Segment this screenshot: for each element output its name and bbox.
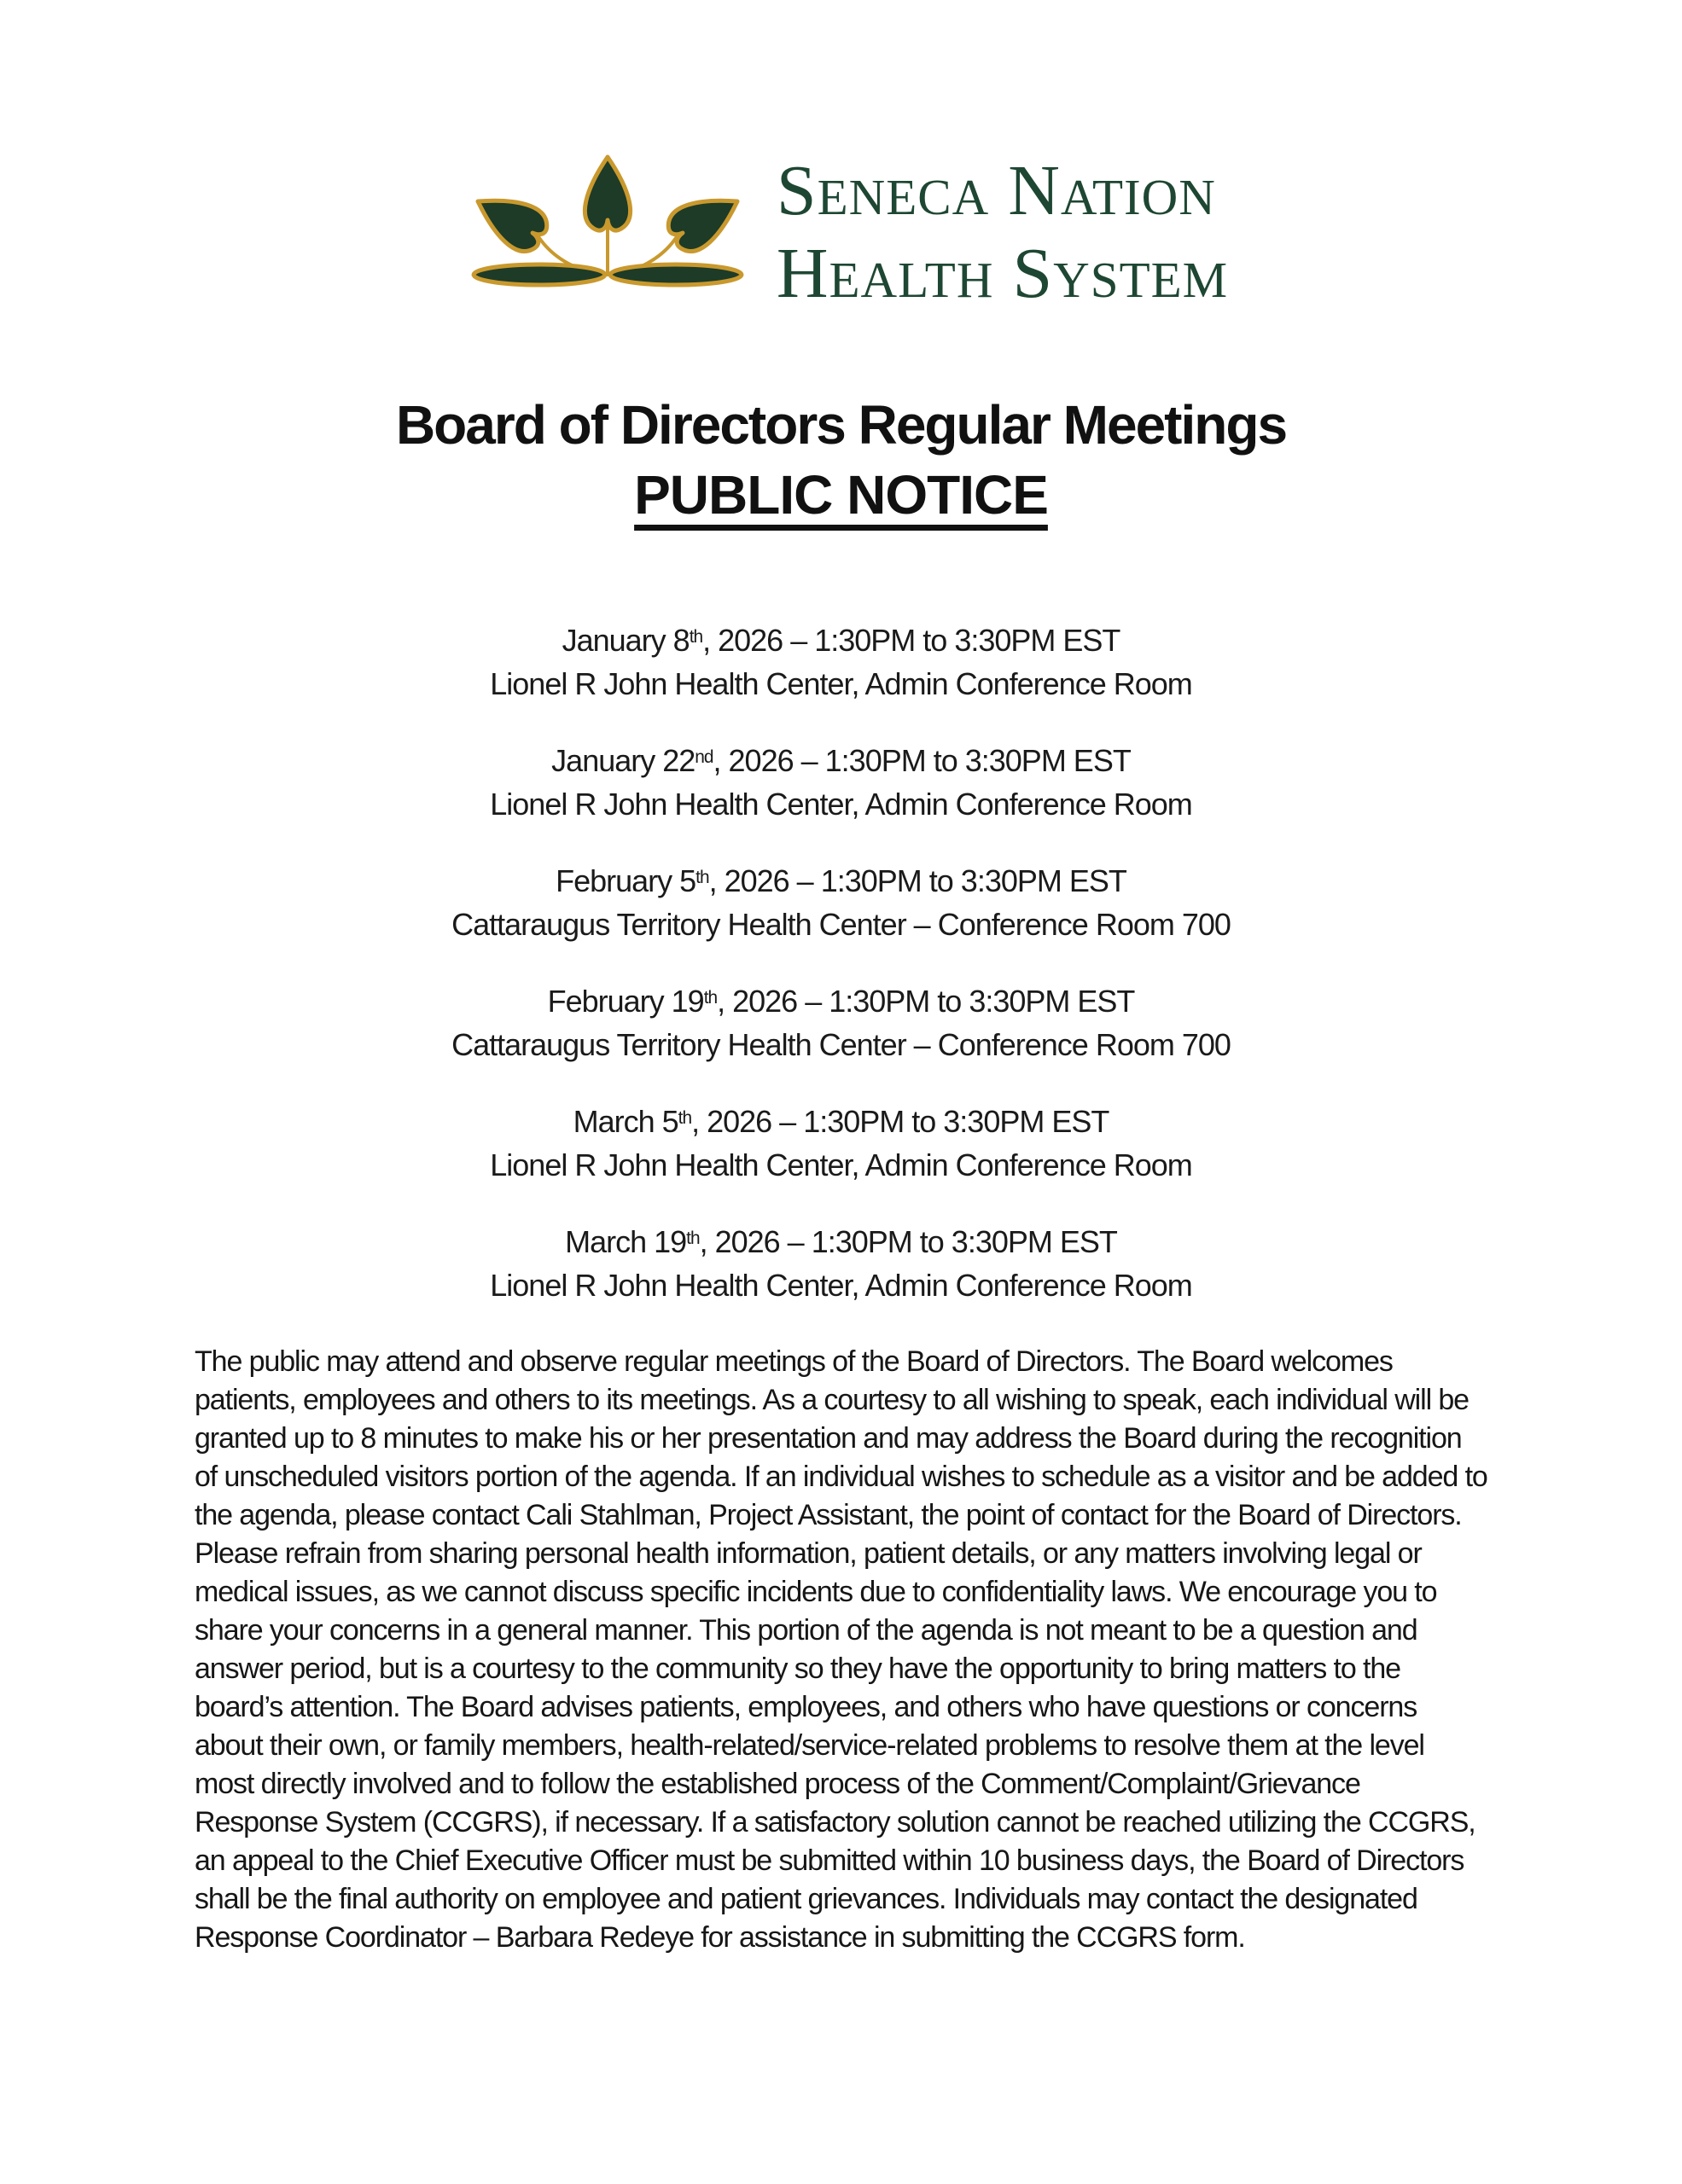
ordinal-suffix: th [678, 1107, 692, 1128]
meeting-time-text: , 2026 – 1:30PM to 3:30PM EST [708, 863, 1126, 898]
meeting-location: Lionel R John Health Center, Admin Conference Room [490, 1268, 1192, 1303]
ordinal-suffix: th [689, 626, 703, 647]
meeting-date-text: January 8 [562, 623, 690, 658]
meeting-entry [195, 741, 1487, 823]
logo-org-line2: Health System [776, 234, 1229, 313]
ordinal-suffix: nd [695, 746, 713, 767]
page-subtitle [195, 461, 1487, 529]
public-notice-label: PUBLIC NOTICE [634, 464, 1048, 526]
meeting-location: Lionel R John Health Center, Admin Conference Room [490, 666, 1192, 701]
meeting-location: Cattaraugus Territory Health Center – Conference Room 700 [451, 1027, 1231, 1062]
ordinal-suffix: th [686, 1228, 700, 1248]
meeting-date-text: March 19 [565, 1224, 687, 1259]
meeting-date [195, 621, 1487, 665]
meeting-date [195, 1223, 1487, 1266]
meeting-date-text: March 5 [573, 1104, 678, 1139]
logo [195, 147, 1487, 317]
meeting-entry [195, 621, 1487, 703]
meeting-location: Cattaraugus Territory Health Center – Conference Room 700 [451, 907, 1231, 942]
meeting-entry [195, 1102, 1487, 1184]
page-title: Board of Directors Regular Meetings [395, 394, 1287, 456]
logo-org-line1: Seneca Nation [776, 151, 1216, 230]
meeting-time-text: , 2026 – 1:30PM to 3:30PM EST [691, 1104, 1109, 1139]
meeting-entry [195, 862, 1487, 944]
meeting-location: Lionel R John Health Center, Admin Conference Room [490, 787, 1192, 822]
meeting-entry [195, 1223, 1487, 1304]
meeting-entry [195, 982, 1487, 1064]
meeting-date-text: January 22 [551, 743, 695, 778]
meeting-time-text: , 2026 – 1:30PM to 3:30PM EST [713, 743, 1131, 778]
meeting-time-text: , 2026 – 1:30PM to 3:30PM EST [699, 1224, 1117, 1259]
meeting-time-text: , 2026 – 1:30PM to 3:30PM EST [702, 623, 1120, 658]
meeting-time-text: , 2026 – 1:30PM to 3:30PM EST [717, 984, 1135, 1019]
meeting-date [195, 982, 1487, 1025]
meeting-date [195, 1102, 1487, 1146]
meeting-date-text: February 5 [556, 863, 696, 898]
meeting-date [195, 862, 1487, 905]
meeting-location: Lionel R John Health Center, Admin Conference Room [490, 1147, 1192, 1182]
seneca-nation-leaves-icon [454, 147, 761, 317]
meeting-date-text: February 19 [547, 984, 704, 1019]
ordinal-suffix: th [695, 867, 709, 887]
logo-wordmark [777, 149, 1228, 315]
notice-paragraph: The public may attend and observe regular meetings of the Board of Directors. The Board welcomes patients, employees and others to its meetings. As a courtesy to all wishing to speak, each individual will be granted up to 8 minutes to make his or her presentation and may address the Board during the recognition of unscheduled visitors portion of the agenda. If an individual wishes to schedule as a visitor and be added to the agenda, please contact Cali Stahlman, Project Assistant, the point of contact for the Board of Directors. Please refrain from sharing personal health information, patient details, or any matters involving legal or medical issues, as we cannot discuss specific incidents due to confidentiality laws. We encourage you to share your concerns in a general manner. This portion of the agenda is not meant to be a question and answer period, but is a courtesy to the community so they have the opportunity to bring matters to the board’s attention. The Board advises patients, employees, and others who have questions or concerns about their own, or family members, health-related/service-related problems to resolve them at the level most directly involved and to follow the established process of the Comment/Complaint/Grievance Response System (CCGRS), if necessary. If a satisfactory solution cannot be reached utilizing the CCGRS, an appeal to the Chief Executive Officer must be submitted within 10 business days, the Board of Directors shall be the final authority on employee and patient grievances. Individuals may contact the designated Response Coordinator – Barbara Redeye for assistance in submitting the CCGRS form. [195, 1345, 1487, 1954]
meeting-date [195, 741, 1487, 785]
ordinal-suffix: th [703, 987, 718, 1008]
meeting-schedule [195, 621, 1487, 1304]
